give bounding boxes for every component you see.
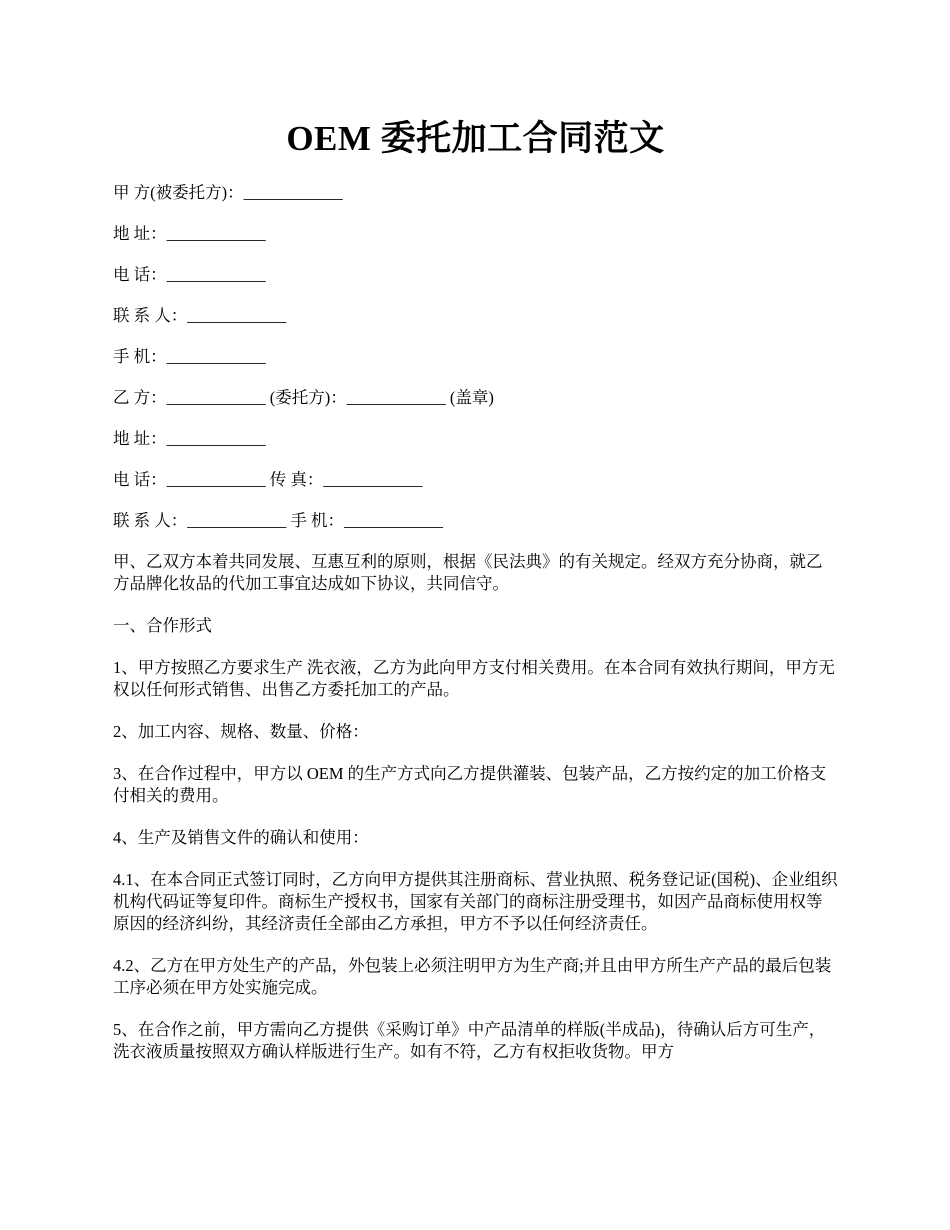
intro-paragraph: 甲、乙双方本着共同发展、互惠互利的原则，根据《民法典》的有关规定。经双方充分协商，就乙方品牌化妆品的代加工事宜达成如下协议，共同信守。 xyxy=(113,552,823,593)
party-b-contact-mobile-field: 联 系 人：____________ 手 机：____________ xyxy=(113,511,443,530)
party-a-name-field: 甲 方(被委托方)：____________ xyxy=(113,183,343,202)
party-a-contact-field: 联 系 人：____________ xyxy=(113,306,287,325)
document-title: OEM 委托加工合同范文 xyxy=(286,119,665,158)
party-a-address-field: 地 址：____________ xyxy=(113,224,266,243)
clause-4-1: 4.1、在本合同正式签订同时，乙方向甲方提供其注册商标、营业执照、税务登记证(国税)、企业组织机构代码证等复印件。商标生产授权书，国家有关部门的商标注册受理书，如因产品商标使用权等原因的经济纠纷，其经济责任全部由乙方承担，甲方不予以任何经济责任。 xyxy=(113,870,838,933)
clause-4-2: 4.2、乙方在甲方处生产的产品，外包装上必须注明甲方为生产商;并且由甲方所生产产品的最后包装工序必须在甲方处实施完成。 xyxy=(113,956,832,997)
clause-1: 1、甲方按照乙方要求生产 洗衣液，乙方为此向甲方支付相关费用。在本合同有效执行期间，甲方无权以任何形式销售、出售乙方委托加工的产品。 xyxy=(113,658,835,699)
clause-3: 3、在合作过程中，甲方以 OEM 的生产方式向乙方提供灌装、包装产品，乙方按约定的加工价格支付相关的费用。 xyxy=(113,764,827,805)
section-heading-cooperation: 一、合作形式 xyxy=(113,616,212,635)
clause-5: 5、在合作之前，甲方需向乙方提供《采购订单》中产品清单的样版(半成品)，待确认后方可生产，洗衣液质量按照双方确认样版进行生产。如有不符，乙方有权拒收货物。甲方 xyxy=(113,1020,826,1061)
party-b-phone-fax-field: 电 话：____________ 传 真：____________ xyxy=(113,470,423,489)
clause-2: 2、加工内容、规格、数量、价格： xyxy=(113,722,369,741)
document-body xyxy=(113,182,838,1063)
party-a-phone-field: 电 话：____________ xyxy=(113,265,266,284)
clause-4: 4、生产及销售文件的确认和使用： xyxy=(113,828,369,847)
party-b-address-field: 地 址：____________ xyxy=(113,429,266,448)
party-a-mobile-field: 手 机：____________ xyxy=(113,347,266,366)
party-b-name-field: 乙 方：____________ (委托方)：____________ (盖章) xyxy=(113,388,494,407)
